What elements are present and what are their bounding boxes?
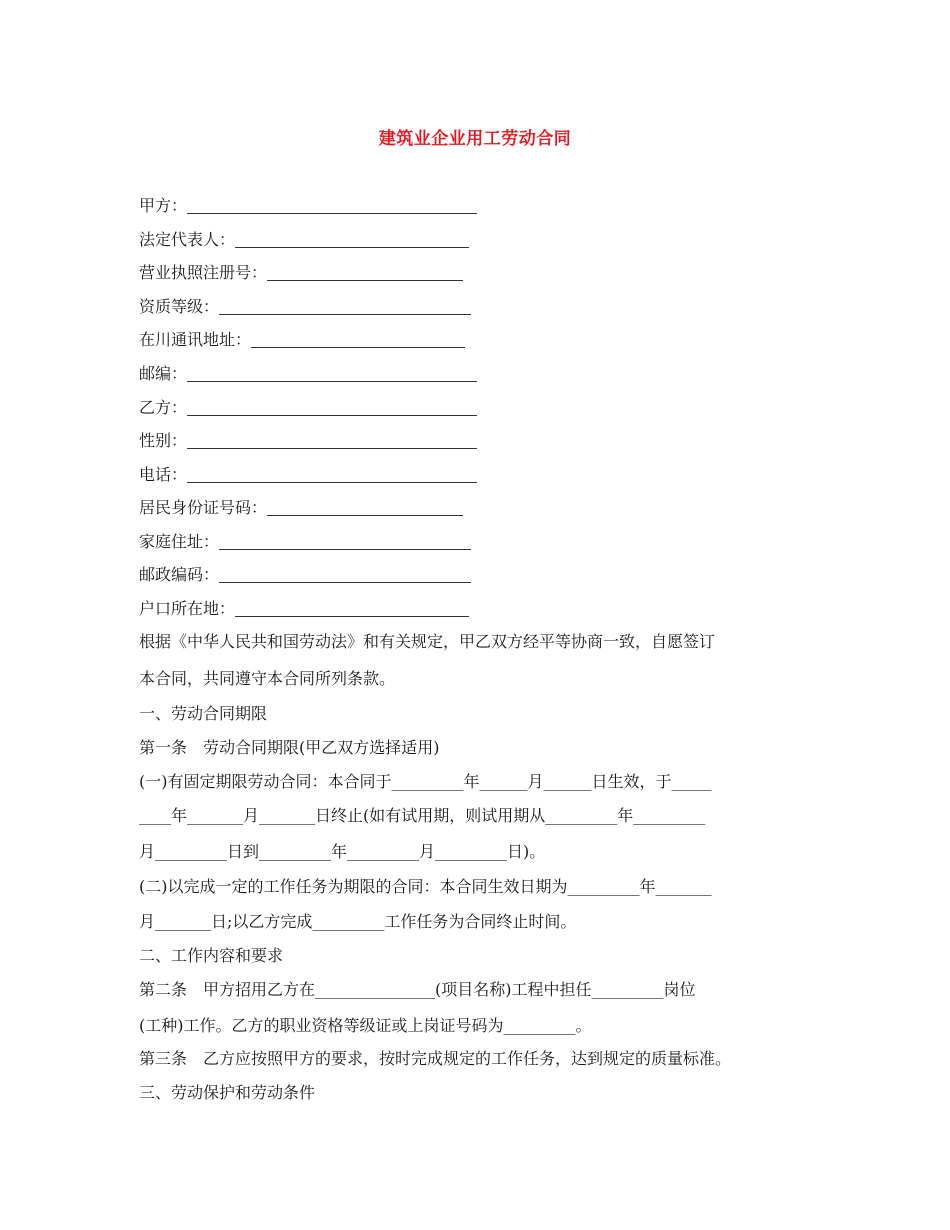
field-id-number <box>139 496 463 520</box>
field-home-address <box>139 530 471 554</box>
field-label: 乙方： <box>139 398 188 417</box>
article-line: 月_______日;以乙方完成_________工作任务为合同终止时间。 <box>139 912 577 931</box>
blank-line <box>219 314 471 315</box>
preamble-line: 本合同，共同遵守本合同所列条款。 <box>139 669 396 688</box>
article-line: 第一条 劳动合同期限(甲乙双方选择适用) <box>139 738 440 757</box>
blank-line <box>187 381 477 382</box>
blank-line <box>251 347 465 348</box>
blank-line <box>219 582 471 583</box>
field-label: 邮政编码： <box>139 565 220 584</box>
article-line: 第三条 乙方应按照甲方的要求，按时完成规定的工作任务，达到规定的质量标准。 <box>139 1049 732 1068</box>
field-label: 户口所在地： <box>139 599 236 618</box>
field-label: 邮编： <box>139 364 188 383</box>
blank-line <box>187 213 477 214</box>
field-party-a <box>139 194 477 218</box>
blank-line <box>235 616 469 617</box>
field-gender <box>139 429 477 453</box>
article-line: (一)有固定期限劳动合同：本合同于_________年______月______日生效，于_____ <box>139 772 712 791</box>
section-heading: 一、劳动合同期限 <box>139 704 268 723</box>
article-line: (工种)工作。乙方的职业资格等级证或上岗证号码为_________。 <box>139 1016 592 1035</box>
blank-line <box>187 482 477 483</box>
blank-line <box>187 415 477 416</box>
field-business-license <box>139 261 463 285</box>
field-label: 电话： <box>139 465 188 484</box>
field-label: 法定代表人： <box>139 230 236 249</box>
blank-line <box>219 549 471 550</box>
section-heading: 三、劳动保护和劳动条件 <box>139 1083 316 1102</box>
field-postcode-b <box>139 563 471 587</box>
field-label: 资质等级： <box>139 297 220 316</box>
section-heading: 二、工作内容和要求 <box>139 946 284 965</box>
field-postcode-a <box>139 362 477 386</box>
blank-line <box>267 515 463 516</box>
blank-line <box>187 448 477 449</box>
blank-line <box>235 247 469 248</box>
field-party-b <box>139 396 477 420</box>
field-label: 性别： <box>139 431 188 450</box>
article-line: 第二条 甲方招用乙方在_______________(项目名称)工程中担任_________岗位 <box>139 980 696 999</box>
article-line: 月_________日到_________年_________月_________日)。 <box>139 842 546 861</box>
field-label: 居民身份证号码： <box>139 498 268 517</box>
field-label: 在川通讯地址： <box>139 330 252 349</box>
field-legal-representative <box>139 228 469 252</box>
document-title: 建筑业企业用工劳动合同 <box>378 129 572 149</box>
field-label: 甲方： <box>139 196 188 215</box>
blank-line <box>267 280 463 281</box>
field-qualification-level <box>139 295 471 319</box>
field-label: 家庭住址： <box>139 532 220 551</box>
field-household-registration <box>139 597 469 621</box>
field-label: 营业执照注册号： <box>139 263 268 282</box>
field-phone <box>139 463 477 487</box>
article-line: ____年_______月_______日终止(如有试用期，则试用期从_________年_________ <box>139 806 706 825</box>
field-sichuan-address <box>139 328 465 352</box>
article-line: (二)以完成一定的工作任务为期限的合同：本合同生效日期为_________年_______ <box>139 877 712 896</box>
preamble-line: 根据《中华人民共和国劳动法》和有关规定，甲乙双方经平等协商一致，自愿签订 <box>139 632 716 651</box>
